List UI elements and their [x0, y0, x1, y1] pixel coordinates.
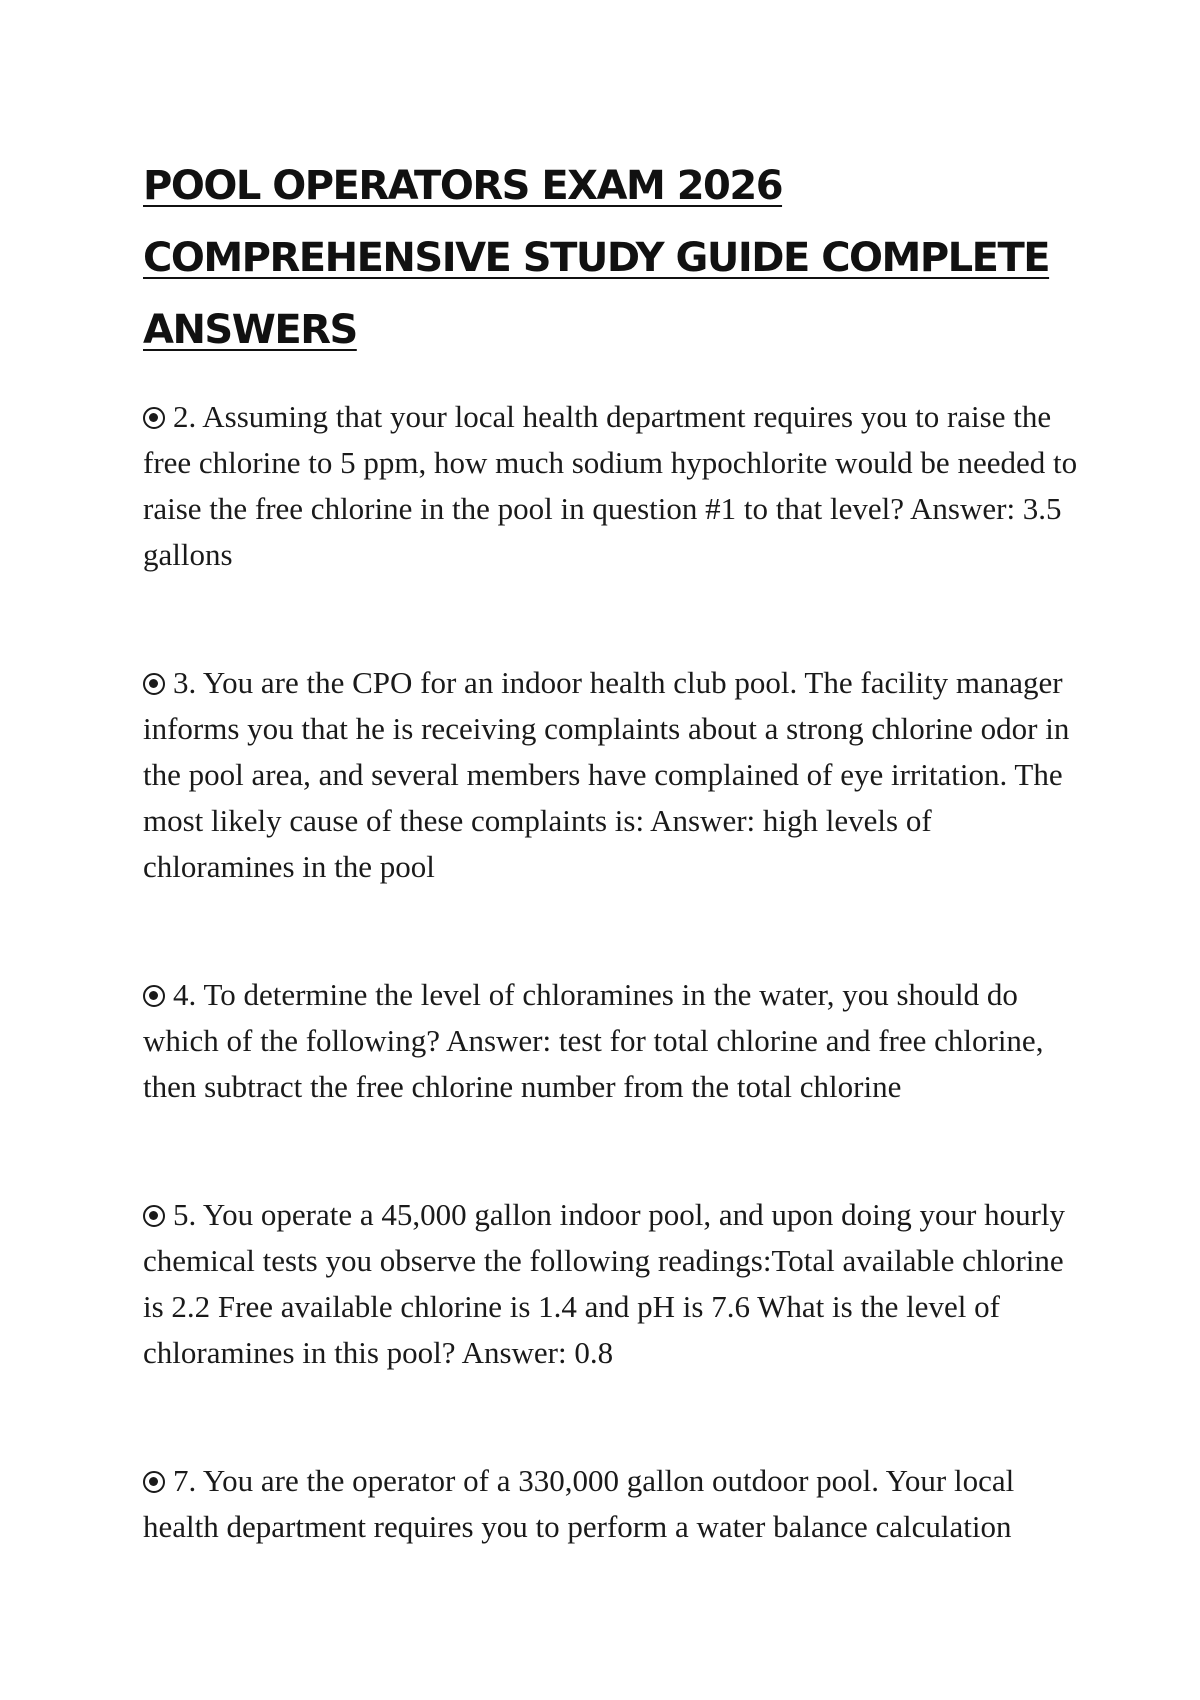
question-item-3: [143, 660, 1088, 890]
document-title: [143, 150, 1088, 366]
question-text: Assuming that your local health department requires you to raise the free chlorine to 5 ppm, how much sodium hypochlorite would be needed to raise the free chlorine in the pool in question #1 to that level? Answer: 3.5 gallons: [143, 399, 1078, 572]
radio-bullet-icon: [143, 985, 165, 1007]
question-number: 5.: [173, 1197, 197, 1232]
question-item-4: [143, 972, 1088, 1110]
question-text: You are the operator of a 330,000 gallon outdoor pool. Your local health department requires you to perform a water balance calculation: [143, 1463, 1015, 1544]
question-item-5: [143, 1192, 1088, 1376]
question-text: You are the CPO for an indoor health club pool. The facility manager informs you that he is receiving complaints about a strong chlorine odor in the pool area, and several members have complained of eye irritation. The most likely cause of these complaints is: Answer: high levels of chloramines in the pool: [143, 665, 1070, 884]
radio-bullet-icon: [143, 673, 165, 695]
question-list: [143, 394, 1088, 1550]
radio-bullet-icon: [143, 407, 165, 429]
question-text: You operate a 45,000 gallon indoor pool, and upon doing your hourly chemical tests you observe the following readings:Total available chlorine is 2.2 Free available chlorine is 1.4 and pH is 7.6 What is the level of chloramines in this pool? Answer: 0.8: [143, 1197, 1066, 1370]
question-text: To determine the level of chloramines in the water, you should do which of the following? Answer: test for total chlorine and free chlorine, then subtract the free chlorine number from the total chlorine: [143, 977, 1044, 1104]
question-number: 3.: [173, 665, 197, 700]
question-item-7: [143, 1458, 1088, 1550]
question-number: 7.: [173, 1463, 197, 1498]
question-item-2: [143, 394, 1088, 578]
title-line-1: POOL OPERATORS EXAM 2026: [143, 163, 783, 209]
radio-bullet-icon: [143, 1471, 165, 1493]
document-page: [143, 150, 1088, 1632]
radio-bullet-icon: [143, 1205, 165, 1227]
title-line-2: COMPREHENSIVE STUDY GUIDE COMPLETE: [143, 235, 1050, 281]
question-number: 4.: [173, 977, 197, 1012]
title-line-3: ANSWERS: [143, 307, 357, 353]
question-number: 2.: [173, 399, 197, 434]
